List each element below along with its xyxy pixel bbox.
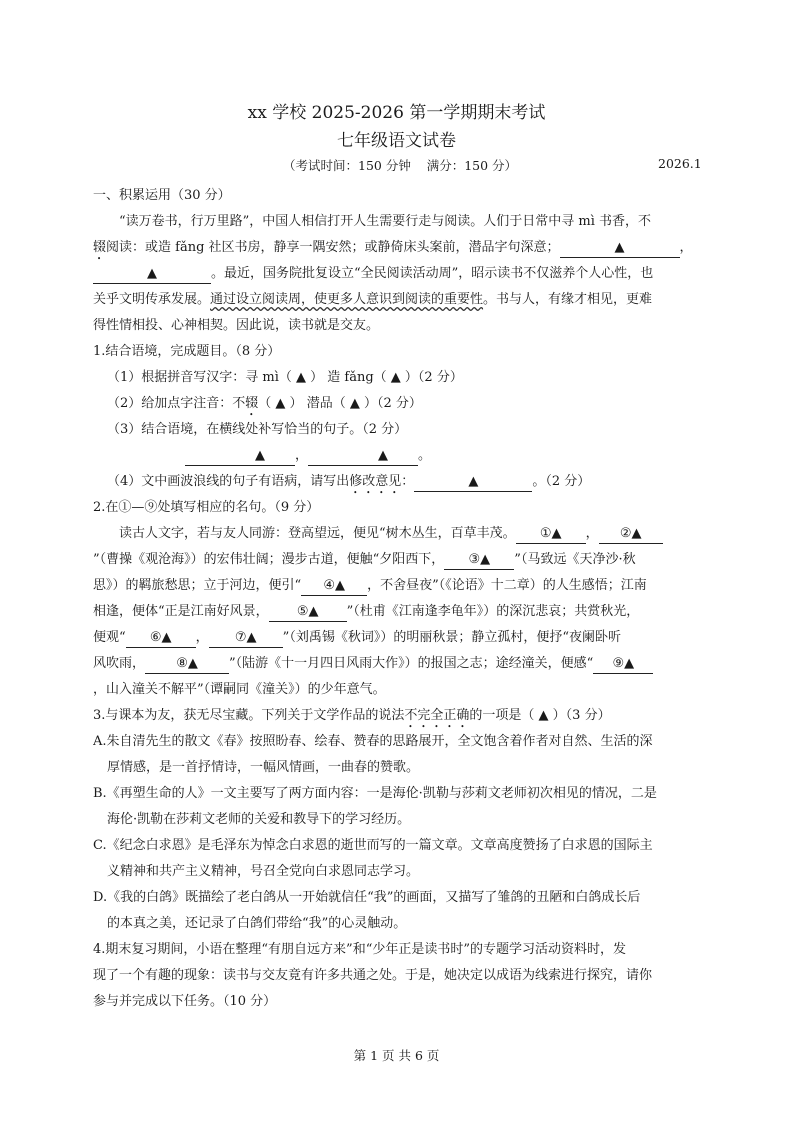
item-text: 。: [418, 448, 432, 463]
passage-text: ，: [679, 240, 693, 255]
item-text: （ ▲ ） 潜品（ ▲ ）（2 分）: [258, 396, 422, 411]
item-text: （2）给加点字注音：不: [107, 396, 246, 411]
q2-text: 思》）的羁旅愁思；立于河边，便引“: [93, 578, 302, 593]
answer-blank-9[interactable]: ⑨▲: [593, 655, 653, 674]
q3-text: 的一项是（ ▲ ）（3 分）: [469, 708, 611, 723]
question-2-line: ，山入潼关不解平”（谭嗣同《潼关》）的少年意气。: [93, 682, 386, 697]
question-2-line: [93, 573, 703, 599]
emphasis-text: 修改意见: [349, 474, 402, 489]
question-1-item-1: （1）根据拼音写汉字：寻 mì（ ▲ ） 造 fǎng（ ▲ ）（2 分）: [107, 370, 463, 385]
answer-blank-7[interactable]: ⑦▲: [209, 629, 283, 648]
passage-line: [93, 235, 703, 261]
q2-text: ，: [195, 630, 209, 645]
question-2-line: [93, 625, 703, 651]
q2-text: 便观“: [93, 630, 126, 645]
q3-text: 3.与课本为友，获无尽宝藏。下列关于文学作品的说法: [93, 708, 405, 723]
q2-text: 风吹雨，: [93, 656, 146, 671]
item-text: ：: [401, 474, 415, 489]
option-d: D.《我的白鸽》既描绘了老白鸽从一开始就信任“我”的画面，又描写了雏鸽的丑陋和白鸽成长后: [93, 890, 641, 905]
emphasis-char: 辍: [245, 396, 259, 411]
passage-text: 。最近，国务院批复设立“全民阅读活动周”，昭示读书不仅滋养个人心性，也: [211, 266, 654, 281]
question-4-line: 4.期末复习期间，小语在整理“有朋自远方来”和“少年正是读书时”的专题学习活动资料时，发: [93, 942, 626, 957]
option-c-cont: 义精神和共产主义精神，号召全党向白求恩同志学习。: [107, 864, 420, 879]
item-text: （4）文中画波浪线的句子有语病，请写出: [107, 474, 350, 489]
q2-text: ，不舍昼夜”（《论语》十二章）的人生感悟；江南: [367, 578, 647, 593]
answer-blank-1[interactable]: ①▲: [516, 525, 586, 544]
option-b: B.《再塑生命的人》一文主要写了两方面内容：一是海伦·凯勒与莎莉文老师初次相见的情况，二是: [93, 786, 657, 801]
question-1-item-4: [93, 469, 703, 495]
passage-line: [93, 287, 703, 313]
question-2-heading: 2.在①—⑨处填写相应的名句。（9 分）: [93, 500, 320, 515]
passage-text: 关乎文明传承发展。: [93, 292, 211, 307]
item-text: ，: [295, 448, 309, 463]
emphasis-char: 辍: [93, 240, 107, 255]
exam-title: xx 学校 2025-2026 第一学期期末考试: [247, 103, 546, 123]
q2-text: ”（刘禹锡《秋词》）的明丽秋景；静立孤村，便抒“夜阑卧听: [282, 630, 621, 645]
option-a: A.朱自清先生的散文《春》按照盼春、绘春、赞春的思路展开，全文饱含着作者对自然、生活的深: [93, 734, 653, 749]
section-heading: 一、积累运用（30 分）: [93, 188, 231, 203]
passage-line: 得性情相投、心神相契。因此说，读书就是交友。: [93, 318, 380, 333]
question-4-line: 现了一个有趣的现象：读书与交友竟有许多共通之处。于是，她决定以成语为线索进行探究，请你: [93, 968, 653, 983]
question-3-heading: [93, 703, 703, 729]
answer-blank[interactable]: ▲: [185, 447, 295, 466]
exam-meta: （考试时间：150 分钟 满分：150 分）: [283, 158, 518, 173]
exam-subtitle: 七年级语文试卷: [337, 131, 456, 151]
answer-blank-4[interactable]: ④▲: [301, 577, 367, 596]
answer-blank[interactable]: ▲: [414, 473, 532, 492]
question-1-heading: 1.结合语境，完成题目。（8 分）: [93, 344, 281, 359]
answer-blank[interactable]: ▲: [93, 265, 211, 284]
question-4-line: 参与并完成以下任务。（10 分）: [93, 994, 277, 1009]
q2-text: 相逢，便体“正是江南好风景，: [93, 604, 269, 619]
q2-text: 读古人文字，若与友人同游：登高望远，便见“树木丛生，百草丰茂。: [119, 526, 516, 541]
question-1-item-2: [93, 391, 703, 417]
wavy-underlined-sentence: 通过设立阅读周，使更多人意识到阅读的重要性: [210, 292, 484, 307]
question-1-item-3: （3）结合语境，在横线处补写恰当的句子。（2 分）: [107, 422, 408, 437]
passage-line: [93, 261, 703, 287]
option-c: C.《纪念白求恩》是毛泽东为悼念白求恩的逝世而写的一篇文章。文章高度赞扬了白求恩的国际主: [93, 838, 653, 853]
question-2-line: [93, 521, 703, 547]
question-1-blanks: [93, 443, 703, 469]
answer-blank[interactable]: ▲: [308, 447, 418, 466]
option-a-cont: 厚情感，是一首抒情诗，一幅风情画，一曲春的赞歌。: [107, 760, 420, 775]
option-b-cont: 海伦·凯勒在莎莉文老师的关爱和教导下的学习经历。: [107, 812, 411, 827]
q2-text: ”（陆游《十一月四日风雨大作》）的报国之志；途经潼关，便感“: [229, 656, 594, 671]
item-text: 。（2 分）: [532, 474, 591, 489]
q2-text: ，: [585, 526, 599, 541]
passage-line: “读万卷书，行万里路”，中国人相信打开人生需要行走与阅读。人们于日常中寻 mì 书香，不: [119, 214, 652, 229]
answer-blank-6[interactable]: ⑥▲: [126, 629, 196, 648]
exam-body: [93, 183, 703, 1015]
exam-date: 2026.1: [658, 156, 702, 171]
question-2-line: [93, 547, 703, 573]
passage-text: 阅读：或造 fǎng 社区书房，静享一隅安然；或静倚床头案前，潜品字句深意；: [106, 240, 560, 255]
passage-text: 。书与人，有缘才相见，更难: [483, 292, 653, 307]
answer-blank-5[interactable]: ⑤▲: [269, 603, 347, 622]
answer-blank-2[interactable]: ②▲: [599, 525, 663, 544]
question-2-line: [93, 651, 703, 677]
question-2-line: [93, 599, 703, 625]
q2-text: ”（马致远《天净沙·秋: [514, 552, 636, 567]
option-d-cont: 的本真之美，还记录了白鸽们带给“我”的心灵触动。: [107, 916, 407, 931]
answer-blank-3[interactable]: ③▲: [444, 551, 514, 570]
answer-blank-8[interactable]: ⑧▲: [145, 655, 229, 674]
q2-text: ”（杜甫《江南逢李龟年》）的深沉悲哀；共赏秋光，: [346, 604, 640, 619]
answer-blank[interactable]: ▲: [560, 239, 680, 258]
emphasis-text: 不完全正确: [404, 708, 470, 723]
page-footer: 第 1 页 共 6 页: [353, 1048, 440, 1063]
q2-text: ”（曹操《观沧海》）的宏伟壮阔；漫步古道，便触“夕阳西下，: [93, 552, 445, 567]
